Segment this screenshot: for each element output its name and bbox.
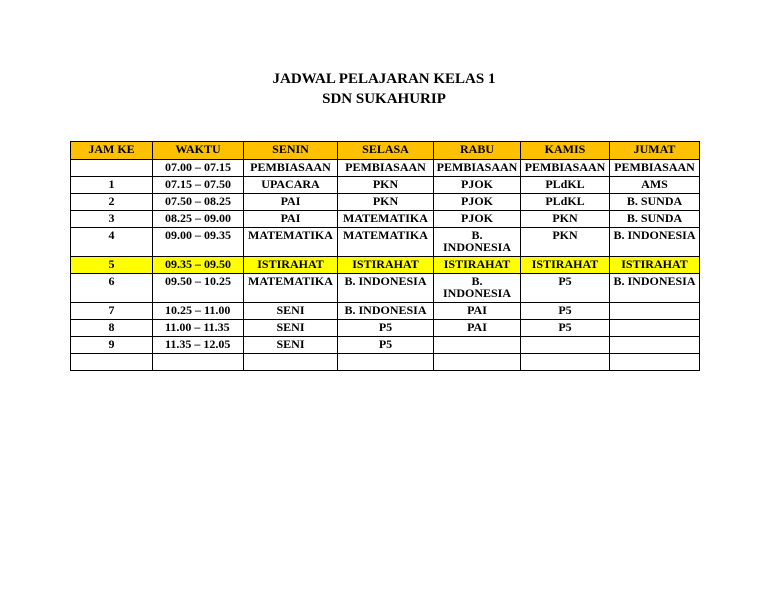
cell-jumat: PEMBIASAAN: [610, 160, 700, 177]
document-title: JADWAL PELAJARAN KELAS 1: [272, 71, 496, 87]
cell-jam: 7: [71, 303, 153, 320]
cell-jam: 9: [71, 337, 153, 354]
cell-rabu: ISTIRAHAT: [434, 257, 521, 274]
cell-rabu: B. INDONESIA: [434, 228, 521, 257]
cell-jam: 8: [71, 320, 153, 337]
cell-senin: ISTIRAHAT: [244, 257, 338, 274]
cell-rabu: PJOK: [434, 194, 521, 211]
cell-kamis: PLdKL: [521, 177, 610, 194]
cell-waktu: 09.00 – 09.35: [153, 228, 244, 257]
cell-kamis: P5: [521, 274, 610, 303]
school-name: SDN SUKAHURIP: [322, 91, 446, 107]
cell-jam: 2: [71, 194, 153, 211]
cell-rabu: PEMBIASAAN: [434, 160, 521, 177]
cell-senin: SENI: [244, 337, 338, 354]
cell-waktu: 07.00 – 07.15: [153, 160, 244, 177]
cell-jam: 4: [71, 228, 153, 257]
cell-selasa: MATEMATIKA: [338, 211, 434, 228]
cell-rabu: PJOK: [434, 211, 521, 228]
cell-selasa: MATEMATIKA: [338, 228, 434, 257]
cell-kamis: PKN: [521, 228, 610, 257]
cell-jumat: [610, 354, 700, 371]
header-jam-ke: JAM KE: [71, 142, 153, 160]
cell-jumat: ISTIRAHAT: [610, 257, 700, 274]
cell-selasa: [338, 354, 434, 371]
cell-kamis: PKN: [521, 211, 610, 228]
cell-rabu: PAI: [434, 320, 521, 337]
cell-kamis: [521, 337, 610, 354]
table-row: [71, 320, 700, 337]
header-selasa: SELASA: [338, 142, 434, 160]
header-row: [71, 142, 700, 160]
cell-rabu: [434, 337, 521, 354]
cell-jumat: B. SUNDA: [610, 194, 700, 211]
cell-jam: [71, 160, 153, 177]
cell-waktu: 09.35 – 09.50: [153, 257, 244, 274]
cell-senin: UPACARA: [244, 177, 338, 194]
cell-selasa: PKN: [338, 177, 434, 194]
header-jumat: JUMAT: [610, 142, 700, 160]
cell-kamis: ISTIRAHAT: [521, 257, 610, 274]
table-row: [71, 354, 700, 371]
cell-selasa: PKN: [338, 194, 434, 211]
cell-waktu: 08.25 – 09.00: [153, 211, 244, 228]
cell-senin: PAI: [244, 194, 338, 211]
cell-senin: SENI: [244, 320, 338, 337]
cell-selasa: B. INDONESIA: [338, 303, 434, 320]
cell-jumat: AMS: [610, 177, 700, 194]
cell-kamis: PEMBIASAAN: [521, 160, 610, 177]
cell-jam: 3: [71, 211, 153, 228]
cell-kamis: P5: [521, 303, 610, 320]
cell-kamis: PLdKL: [521, 194, 610, 211]
break-row: [71, 257, 700, 274]
cell-waktu: 10.25 – 11.00: [153, 303, 244, 320]
cell-senin: [244, 354, 338, 371]
cell-selasa: ISTIRAHAT: [338, 257, 434, 274]
cell-rabu: PJOK: [434, 177, 521, 194]
table-row: [71, 177, 700, 194]
table-row: [71, 160, 700, 177]
cell-selasa: P5: [338, 337, 434, 354]
table-row: [71, 337, 700, 354]
cell-jumat: [610, 320, 700, 337]
header-kamis: KAMIS: [521, 142, 610, 160]
header-rabu: RABU: [434, 142, 521, 160]
schedule-table: [70, 141, 700, 371]
cell-kamis: [521, 354, 610, 371]
cell-jam: 1: [71, 177, 153, 194]
cell-jumat: B. INDONESIA: [610, 228, 700, 257]
cell-kamis: P5: [521, 320, 610, 337]
cell-waktu: 11.35 – 12.05: [153, 337, 244, 354]
cell-jam: [71, 354, 153, 371]
table-row: [71, 303, 700, 320]
cell-jumat: [610, 337, 700, 354]
cell-jumat: [610, 303, 700, 320]
table-row: [71, 274, 700, 303]
cell-jumat: B. INDONESIA: [610, 274, 700, 303]
cell-rabu: [434, 354, 521, 371]
cell-waktu: 11.00 – 11.35: [153, 320, 244, 337]
header-senin: SENIN: [244, 142, 338, 160]
cell-waktu: 09.50 – 10.25: [153, 274, 244, 303]
table-row: [71, 211, 700, 228]
cell-senin: PAI: [244, 211, 338, 228]
cell-selasa: B. INDONESIA: [338, 274, 434, 303]
cell-rabu: B. INDONESIA: [434, 274, 521, 303]
cell-jumat: B. SUNDA: [610, 211, 700, 228]
cell-jam: 6: [71, 274, 153, 303]
cell-senin: SENI: [244, 303, 338, 320]
cell-rabu: PAI: [434, 303, 521, 320]
cell-waktu: 07.15 – 07.50: [153, 177, 244, 194]
cell-selasa: PEMBIASAAN: [338, 160, 434, 177]
table-row: [71, 194, 700, 211]
cell-senin: MATEMATIKA: [244, 274, 338, 303]
cell-senin: PEMBIASAAN: [244, 160, 338, 177]
cell-waktu: [153, 354, 244, 371]
header-waktu: WAKTU: [153, 142, 244, 160]
cell-waktu: 07.50 – 08.25: [153, 194, 244, 211]
cell-selasa: P5: [338, 320, 434, 337]
cell-senin: MATEMATIKA: [244, 228, 338, 257]
table-row: [71, 228, 700, 257]
cell-jam: 5: [71, 257, 153, 274]
